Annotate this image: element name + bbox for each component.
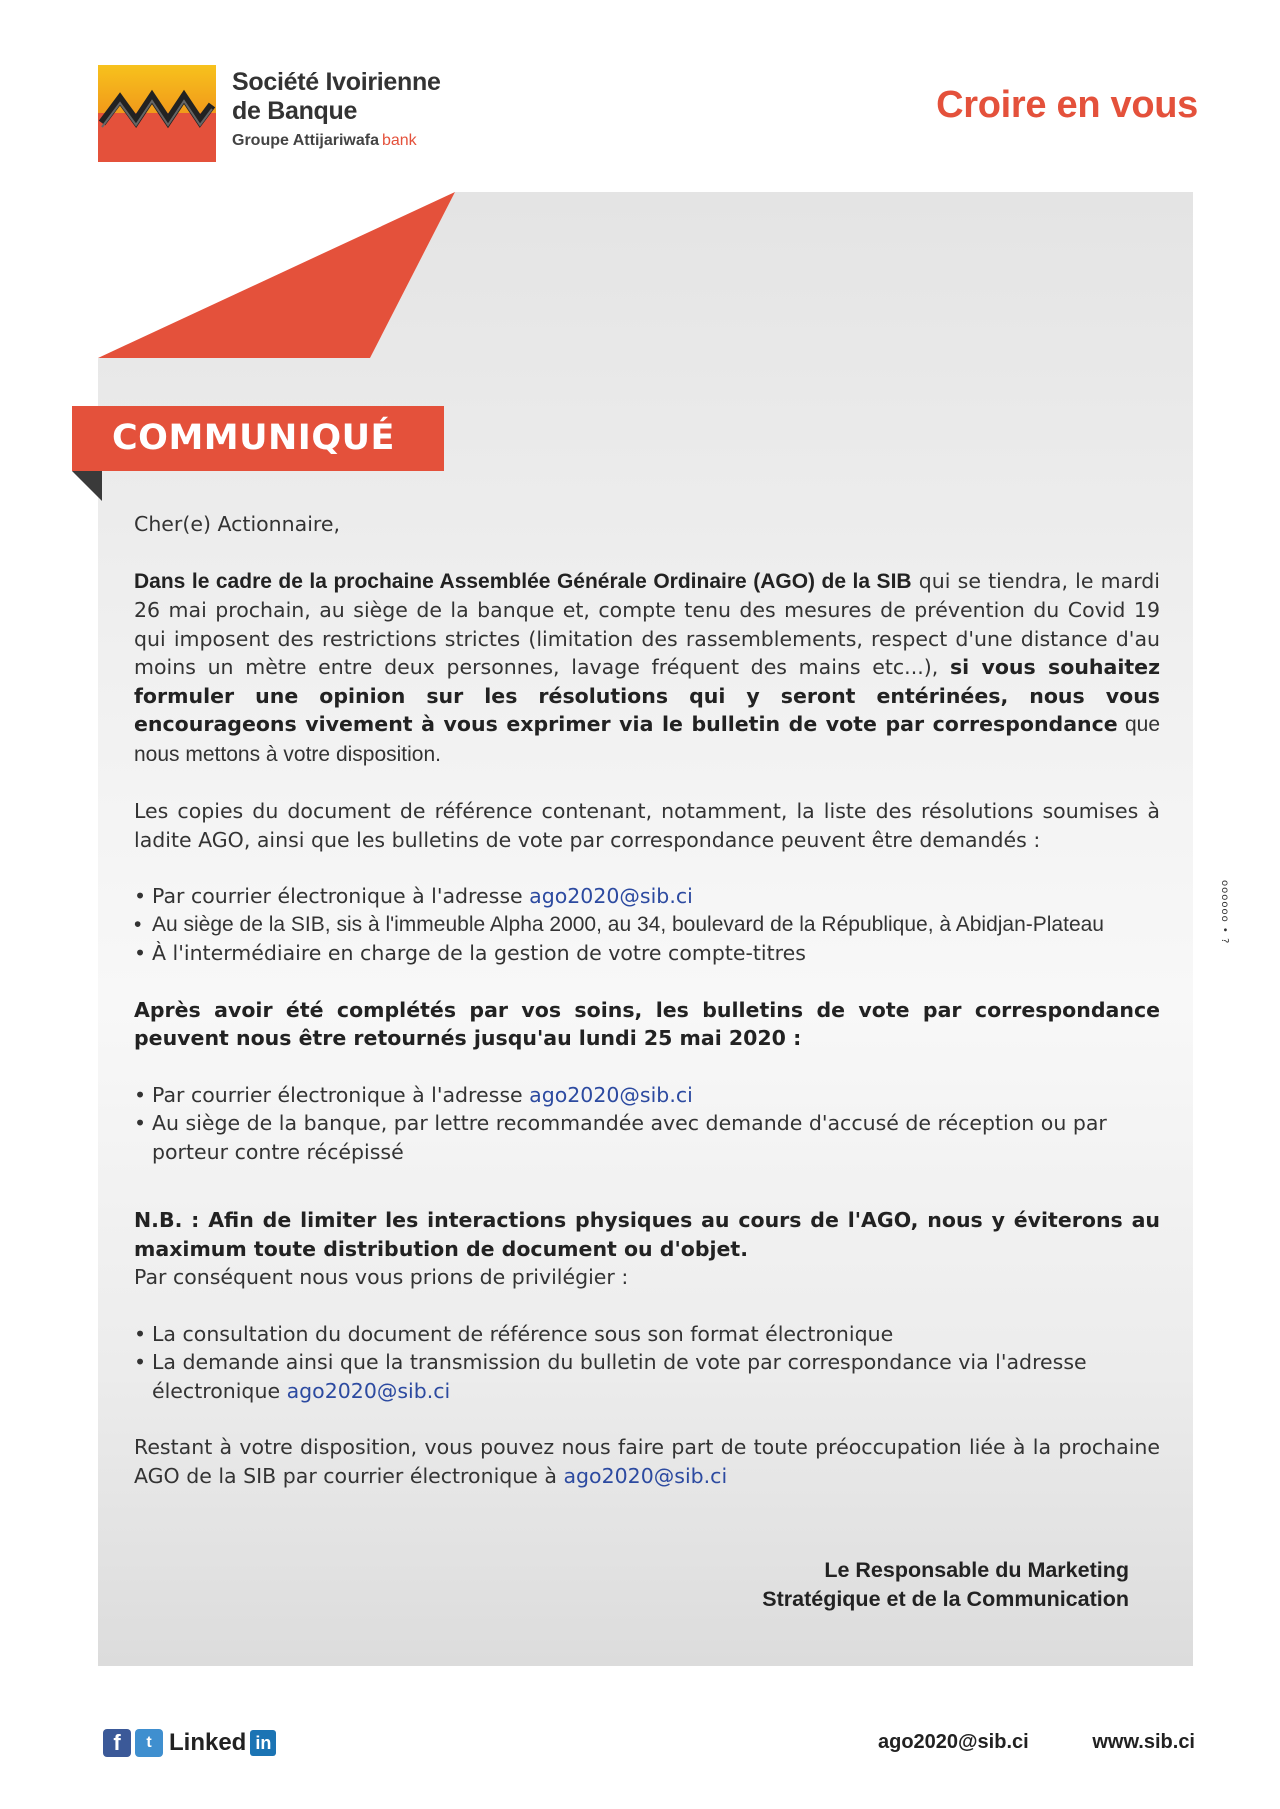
list-item [134,1081,1160,1110]
letter-body [134,510,1160,1490]
preferences-list [134,1320,1160,1406]
linkedin-word[interactable]: Linked [169,1729,247,1756]
footer-website[interactable]: www.sib.ci [1092,1731,1195,1753]
list-item [134,882,1160,911]
intro-bold-start: Dans le cadre de la prochaine Assemblée Générale Ordinaire (AGO) de la SIB [134,569,912,593]
email-link[interactable]: ago2020@sib.ci [563,1463,728,1488]
list-item: • Au siège de la banque, par lettre recommandée avec demande d'accusé de réception ou par porteur contre récépissé [134,1109,1160,1166]
banner-fold-shape [72,471,102,501]
nb-text: Par conséquent nous vous prions de privilégier : [134,1265,629,1289]
social-links [103,1729,276,1757]
intro-text-end: que nous mettons à votre disposition. [134,713,1161,766]
twitter-icon[interactable]: t [135,1729,163,1757]
facebook-icon[interactable]: f [103,1729,131,1757]
list-item: • Au siège de la SIB, sis à l'immeuble Alpha 2000, au 34, boulevard de la République, à Abidjan-Plateau [134,911,1160,940]
paragraph-return: Après avoir été complétés par vos soins, les bulletins de vote par correspondance peuvent nous être retournés jusqu'au lundi 25 mai 2020 : [134,997,1160,1050]
intro-bold-middle: si vous souhaitez formuler une opinion sur les résolutions qui y seront entérinées, nous vous encourageons vivement à vous exprimer via le bulletin de vote par correspondance [134,655,1160,736]
communique-banner: COMMUNIQUÉ [72,406,444,471]
list-item: • À l'intermédiaire en charge de la gestion de votre compte-titres [134,939,1160,968]
closing-paragraph [134,1433,1160,1490]
return-methods-list [134,1081,1160,1167]
closing-text: Restant à votre disposition, vous pouvez nous faire part de toute préoccupation liée à la prochaine AGO de la SIB par courrier électronique à [134,1435,1160,1488]
list-item-text: Par courrier électronique à l'adresse [152,1082,530,1107]
group-name-suffix: bank [381,132,417,149]
nb-note: N.B. : Afin de limiter les interactions physiques au cours de l'AGO, nous y éviterons au maximum toute distribution de document ou d'objet. [134,1208,1160,1261]
list-item-text: La demande ainsi que la transmission du bulletin de vote par correspondance via l'adresse électronique [152,1350,1087,1403]
footer-email[interactable]: ago2020@sib.ci [878,1731,1029,1753]
greeting: Cher(e) Actionnaire, [134,512,341,536]
paragraph-intro [134,567,1160,770]
bank-name-line2: de Banque [232,97,358,125]
email-link[interactable]: ago2020@sib.ci [529,884,693,908]
intro-text: qui se tiendra, le mardi 26 mai prochain, au siège de la banque et, compte tenu des mesures de prévention du Covid 19 qui imposent des restrictions strictes (limitation des rassemblements, respect d'une distance d'au moins un mètre entre deux personnes, lavage fréquent des mains etc...), [134,568,1160,679]
list-item: • La consultation du document de référence sous son format électronique [134,1320,1160,1349]
list-item [134,1348,1160,1405]
signature-line1: Le Responsable du Marketing [824,1558,1129,1582]
linkedin-icon[interactable]: in [250,1730,276,1756]
email-link[interactable]: ago2020@sib.ci [529,1082,693,1107]
bank-name-line1: Société Ivoirienne [232,68,441,96]
paragraph-copies: Les copies du document de référence contenant, notamment, la liste des résolutions soumises à ladite AGO, ainsi que les bulletins de vote par correspondance peuvent être demandés : [134,799,1160,852]
signature [762,1556,1129,1614]
corner-decoration [0,0,1280,420]
list-item-text: Par courrier électronique à l'adresse [152,884,530,908]
email-link[interactable]: ago2020@sib.ci [286,1378,451,1403]
group-name-text: Groupe Attijariwafa [232,132,379,149]
signature-line2: Stratégique et de la Communication [762,1587,1129,1611]
side-reference: oooooo • ? [1219,880,1230,945]
slogan: Croire en vous [936,84,1198,126]
request-methods-list [134,882,1160,968]
